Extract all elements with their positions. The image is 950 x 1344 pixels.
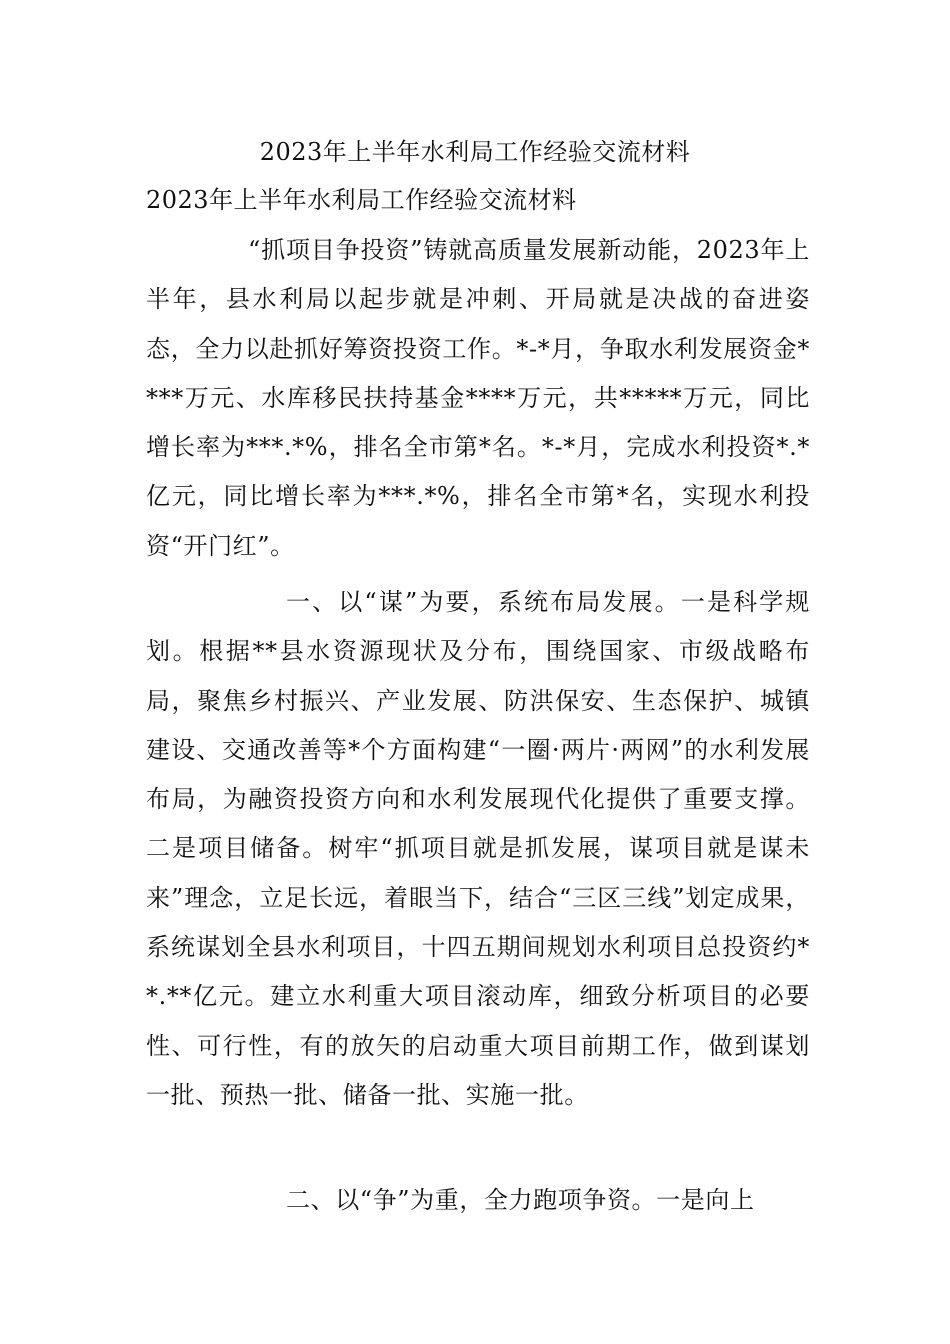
document-title: 2023年上半年水利局工作经验交流材料 [259, 138, 691, 166]
paragraph-section-two: 二、以“争”为重，全力跑项争资。一是向上 [286, 1186, 755, 1214]
document-subtitle: 2023年上半年水利局工作经验交流材料 [146, 186, 577, 214]
paragraph-section-one: 一、以“谋”为要，系统布局发展。一是科学规划。根据**县水资源现状及分布，围绕国家、市级战略布局，聚焦乡村振兴、产业发展、防洪保安、生态保护、城镇建设、交通改善等*个方面构建“一圈·两片·两网”的水利发展布局，为融资投资方向和水利发展现代化提供了重要支撑。二是项目储备。树牢“抓项目就是抓发展，谋项目就是谋未来”理念，立足长远，着眼当下，结合“三区三线”划定成果，系统谋划全县水利项目，十四五期间规划水利项目总投资约**.**亿元。建立水利重大项目滚动库，细致分析项目的必要性、可行性，有的放矢的启动重大项目前期工作，做到谋划一批、预热一批、储备一批、实施一批。 [146, 588, 810, 1109]
paragraph-intro: “抓项目争投资”铸就高质量发展新动能，2023年上半年，县水利局以起步就是冲刺、开局就是决战的奋进姿态，全力以赴抓好筹资投资工作。*-*月，争取水利发展资金****万元、水库移民扶持基金****万元，共*****万元，同比增长率为***.*%，排名全市第*名。*-*月，完成水利投资*.*亿元，同比增长率为***.*%，排名全市第*名，实现水利投资“开门红”。 [146, 236, 810, 560]
